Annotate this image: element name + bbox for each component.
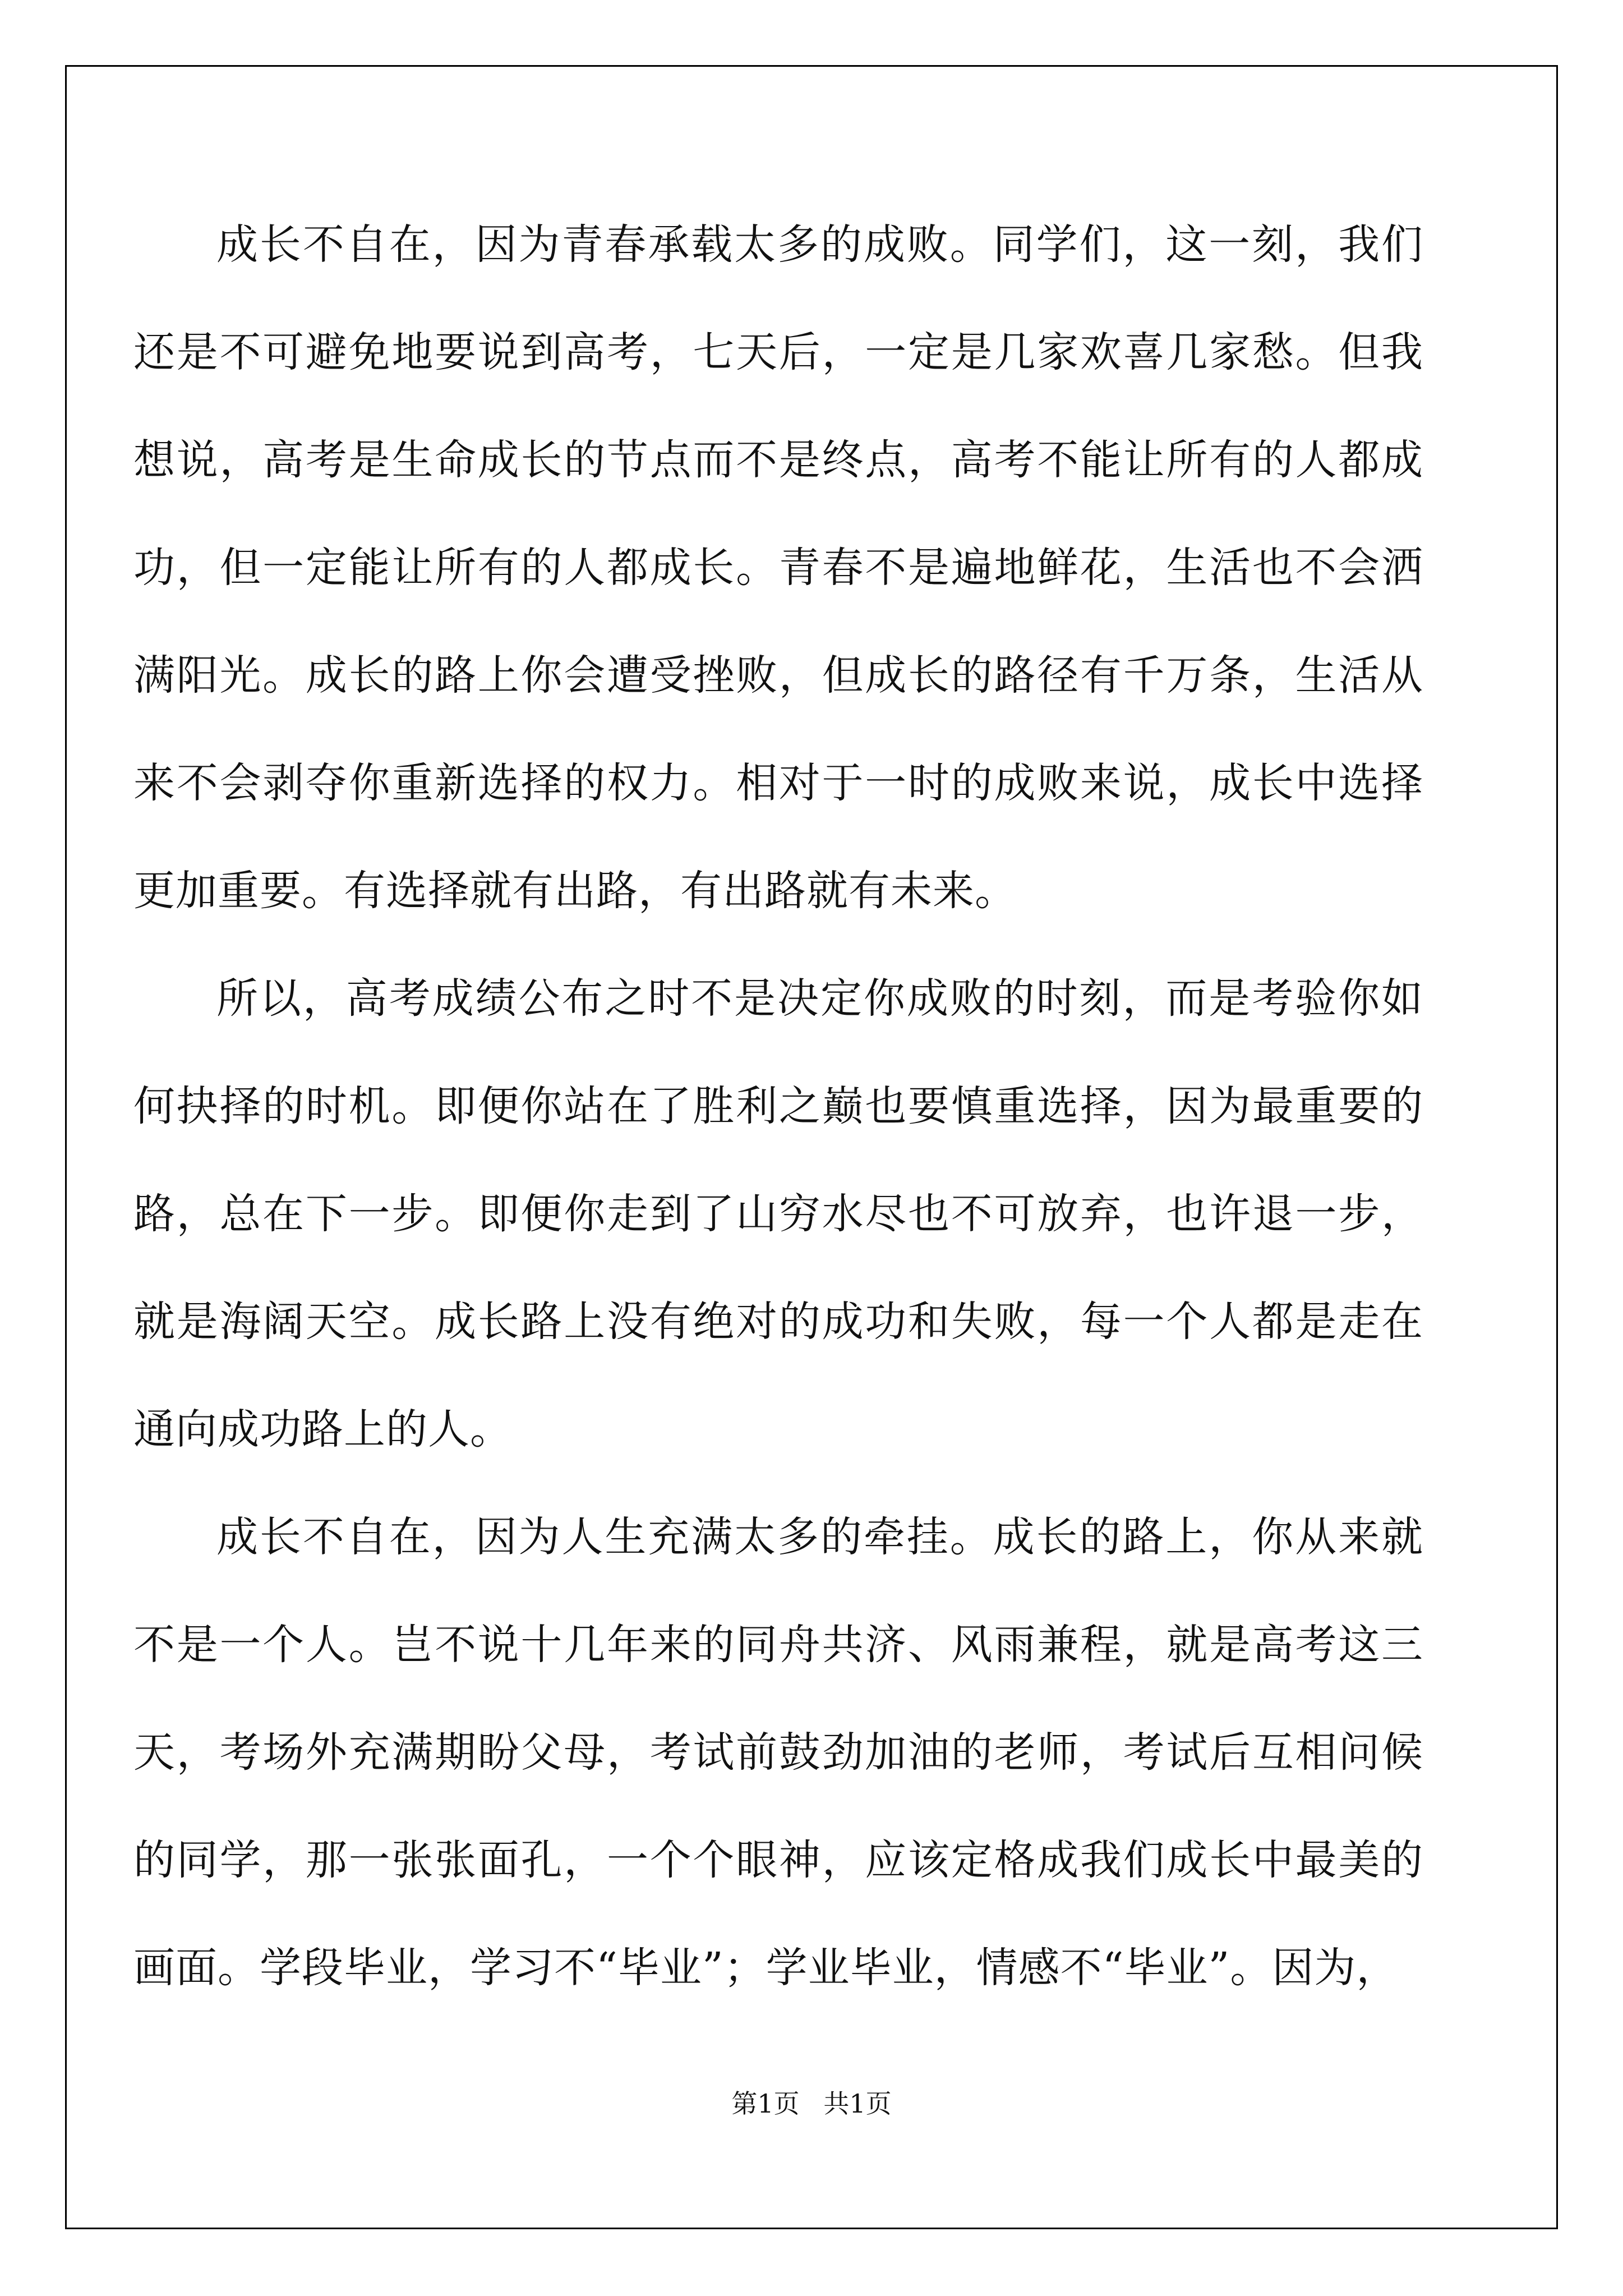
paragraph-1: 成长不自在，因为青春承载太多的成败。同学们，这一刻，我们还是不可避免地要说到高考，七天后，一定是几家欢喜几家愁。但我想说，高考是生命成长的节点而不是终点，高考不能让所有的人都成功，但一定能让所有的人都成长。青春不是遍地鲜花，生活也不会洒满阳光。成长的路上你会遭受挫败，但成长的路径有千万条，生活从来不会剥夺你重新选择的权力。相对于一时的成败来说，成长中选择更加重要。有选择就有出路，有出路就有未来。 [133,220,1423,915]
document-body [133,191,1423,2022]
page-number: 第1页 [731,2088,800,2119]
page-footer [0,2087,1623,2120]
page-total: 共1页 [823,2088,892,2119]
paragraph-3: 成长不自在，因为人生充满太多的牵挂。成长的路上，你从来就不是一个人。岂不说十几年来的同舟共济、风雨兼程，就是高考这三天，考场外充满期盼父母，考试前鼓劲加油的老师，考试后互相问候的同学，那一张张面孔，一个个眼神，应该定格成我们成长中最美的画面。学段毕业，学习不“毕业”；学业毕业，情感不“毕业”。因为， [133,1513,1423,1992]
paragraph-2: 所以，高考成绩公布之时不是决定你成败的时刻，而是考验你如何抉择的时机。即便你站在了胜利之巅也要慎重选择，因为最重要的路，总在下一步。即便你走到了山穷水尽也不可放弃，也许退一步，就是海阔天空。成长路上没有绝对的成功和失败，每一个人都是走在通向成功路上的人。 [133,974,1423,1453]
